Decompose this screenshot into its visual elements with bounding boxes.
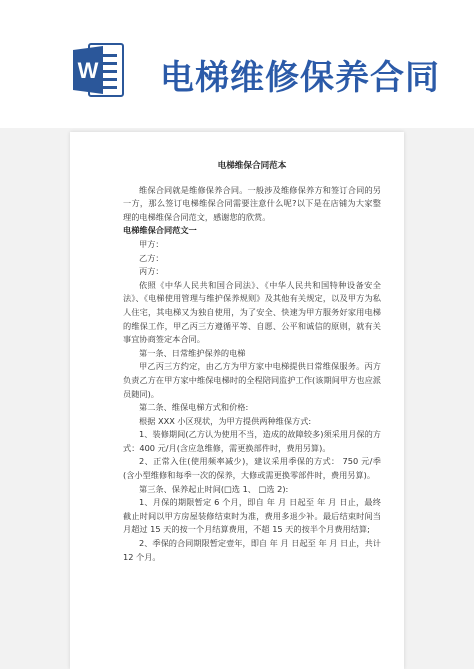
word-document-icon bbox=[73, 40, 125, 100]
party-a-label: 甲方： bbox=[139, 238, 164, 249]
word-icon-letter: W bbox=[77, 58, 99, 83]
document-page bbox=[70, 132, 404, 669]
article-3-item-2: 2、季保的合同期限暂定壹年，即自 年 月 日起至 年 月 日止，共计 12 个月。 bbox=[123, 538, 381, 562]
document-title: 电梯维保合同范本 bbox=[217, 161, 287, 171]
intro-paragraph: 维保合同就是维修保养合同。一般涉及维修保养方和签订合同的另一方，那么签订电梯维保合同需要注意什么呢?以下是在店铺为大家整理的电梯维保合同范文，感谢您的欣赏。 bbox=[123, 184, 381, 222]
article-2-title: 第二条、维保电梯方式和价格: bbox=[139, 402, 249, 413]
article-1-body: 甲乙丙三方约定，由乙方为甲方家中电梯提供日常维保服务。丙方负责乙方在甲方家中维保电梯时的全程陪同监护工作(该期间甲方也应派员随同)。 bbox=[123, 361, 381, 399]
party-b-label: 乙方： bbox=[139, 252, 164, 263]
section-heading: 电梯维保合同范文一 bbox=[123, 225, 197, 236]
banner-title: 电梯维修保养合同 bbox=[160, 58, 440, 98]
party-c-label: 丙方： bbox=[139, 266, 164, 277]
document-body bbox=[123, 160, 381, 564]
article-2-intro: 根据 XXX 小区现状，为甲方提供两种维保方式: bbox=[139, 415, 312, 426]
article-1-title: 第一条、日常维护保养的电梯 bbox=[139, 347, 246, 358]
article-2-item-2: 2、正常入住(使用频率减少)，建议采用季保的方式： 750 元/季(含小型维修和每季一次的保养，大修或需更换零部件时，费用另算)。 bbox=[123, 456, 381, 481]
article-3-item-1: 1、月保的期限暂定 6 个月，即自 年 月 日起至 年 月 日止，最终截止时间以甲方房屋装修结束时为准，费用多退少补。最后结束时间当月超过 15 天的按一个月结算费用，不超 15 天的按半个月费用结算; bbox=[123, 497, 381, 535]
header-banner bbox=[0, 0, 474, 128]
article-2-item-1: 1、装修期间(乙方认为使用不当，造成的故障较多)须采用月保的方式：400 元/月(含应急维修，需更换部件时，费用另算)。 bbox=[123, 429, 381, 453]
preamble-paragraph: 依照《中华人民共和国合同法》、《中华人民共和国特种设备安全法》、《电梯使用管理与维护保养规则》及其他有关规定，以及甲方为私人住宅，其电梯又为独自使用，为了安全、快速为甲方服务好家用电梯的维保工作，甲乙丙三方遵循平等、自愿、公平和诚信的原则，就有关事宜协商签定本合同。 bbox=[123, 279, 381, 345]
article-3-title: 第三条、保养起止时间(□选 1、 □选 2): bbox=[139, 483, 289, 494]
